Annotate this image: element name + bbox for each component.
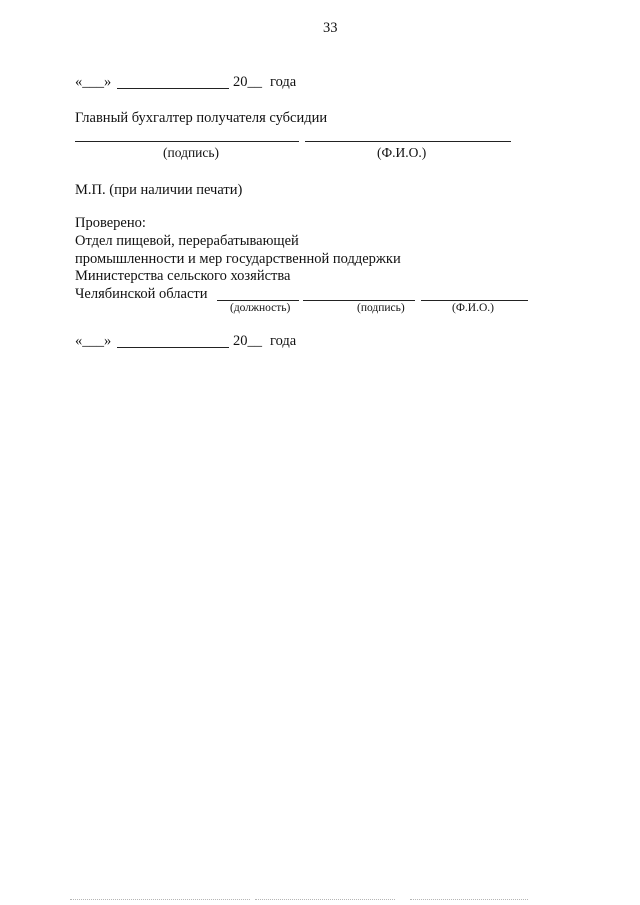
scan-artifact-bottom-right	[410, 899, 528, 900]
verified-org-line-3: Министерства сельского хозяйства	[75, 268, 291, 284]
accountant-title: Главный бухгалтер получателя субсидии	[75, 110, 328, 126]
verified-position-caption: (должность)	[230, 302, 291, 314]
page-number: 33	[323, 20, 338, 36]
stamp-note: М.П. (при наличии печати)	[75, 182, 243, 198]
accountant-signature-line	[75, 141, 299, 142]
date-year-suffix-2: года	[270, 333, 297, 349]
verified-org-line-4: Челябинской области	[75, 286, 208, 302]
scan-artifact-bottom-middle	[255, 899, 395, 900]
date-year-1: 20__	[233, 74, 262, 90]
date-day-2: «___»	[75, 333, 112, 349]
verified-name-line	[421, 300, 528, 301]
date-month-blank-1	[117, 88, 229, 89]
verified-heading: Проверено:	[75, 215, 146, 231]
verified-signature-caption: (подпись)	[357, 302, 405, 314]
accountant-signature-caption: (подпись)	[163, 145, 220, 160]
scan-artifact-bottom-left	[70, 899, 250, 900]
verified-position-line	[217, 300, 299, 301]
date-year-2: 20__	[233, 333, 262, 349]
accountant-name-caption: (Ф.И.О.)	[377, 145, 427, 160]
verified-org-line-2: промышленности и мер государственной поддержки	[75, 251, 401, 267]
verified-org-line-1: Отдел пищевой, перерабатывающей	[75, 233, 299, 249]
accountant-name-line	[305, 141, 511, 142]
verified-signature-line	[303, 300, 415, 301]
verified-name-caption: (Ф.И.О.)	[452, 302, 494, 314]
date-year-suffix-1: года	[270, 74, 297, 90]
date-day-1: «___»	[75, 74, 112, 90]
date-month-blank-2	[117, 347, 229, 348]
